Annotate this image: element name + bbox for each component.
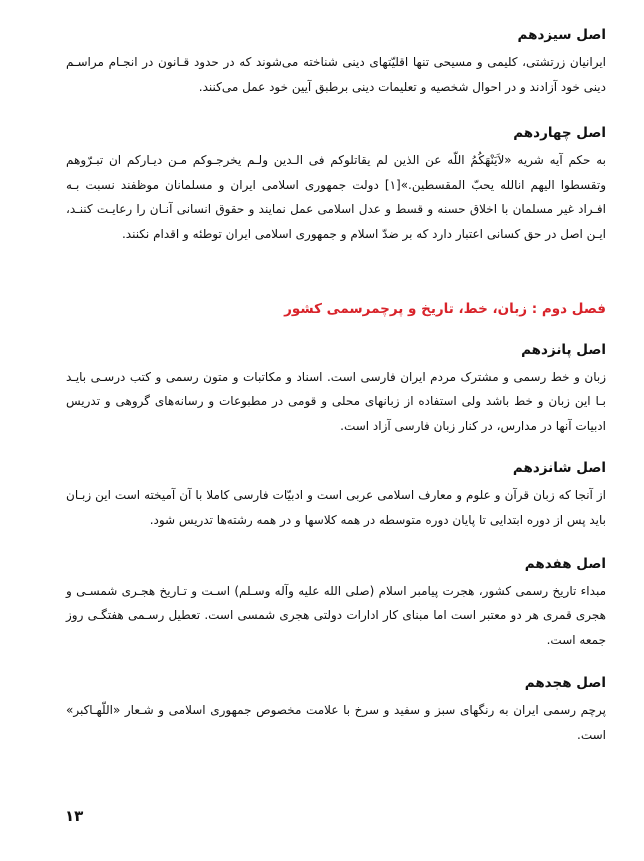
article-title: اصل پانزدهم	[521, 341, 606, 358]
article-title: اصل هفدهم	[524, 555, 606, 572]
article-title: اصل سیزدهم	[517, 27, 606, 43]
article-16	[66, 457, 606, 532]
article-18	[66, 672, 606, 747]
page-number: ۱۳	[65, 807, 84, 825]
article-13	[66, 24, 606, 99]
article-title: اصل چهاردهم	[513, 125, 606, 142]
article-body: از آنجا که زبان قرآن و علوم و معارف اسلامی عربی است و ادبیّات فارسی کاملا با آن آمیخته است این زبـان باید پس از دوره ابتدایی تا پایان دوره متوسطه در همه کلاسها و در همه رشته‌ها تدریس شود.	[66, 488, 606, 527]
article-17	[66, 553, 606, 653]
article-title: اصل شانزدهم	[512, 460, 606, 477]
article-body: زبان و خط رسمی و مشترک مردم ایران فارسی است. اسناد و مکاتبات و متون رسمی و کتب درسـی بایـد بـا این زبان و خط باشد ولی استفاده از زبانهای محلی و قومی در مطبوعات و رسانه‌های گروهی و تدریس ادبیات آنها در مدارس، در کنار زبان فارسی آزاد است.	[66, 369, 606, 433]
article-body: به حکم آیه شریه «لاَیَنْهَکُمُ اللّه عن الذین لم یقاتلوکم فی الـدین ولـم یخرجـوکم مـن دیـارکم ان تبـرّوهم وتقسطوا الیهم انالله یحبّ المقسطین.»[۱] دولت جمهوری اسلامی ایران و مسلمانان موظفند نسبت بـه افـراد غیر مسلمان با اخلاق حسنه و قسط و عدل اسلامی عمل نمایند و حقوق انسانی آنـان را رعایـت کننـد، ایـن اصل در حق کسانی اعتبار دارد که بر ضدّ اسلام و جمهوری اسلامی ایران توطئه و اقدام نکنند.	[66, 153, 607, 241]
document-page	[66, 24, 606, 748]
article-14	[66, 122, 606, 246]
article-title: اصل هجدهم	[524, 675, 606, 692]
chapter-heading: فصل دوم : زبان، خط، تاریخ و پرچمرسمی کشور	[284, 300, 606, 317]
article-body: ایرانیان زرتشتی، کلیمی و مسیحی تنها اقلیّتهای دینی شناخته می‌شوند که در حدود قـانون در انجـام مراسـم دینی خود آزادند و در احوال شخصیه و تعلیمات دینی برطبق آیین خود عمل می‌کنند.	[66, 55, 606, 94]
article-body: مبداء تاریخ رسمی کشور، هجرت پیامبر اسلام (صلی الله علیه وآله وسـلم) اسـت و تـاریخ هجـری شمسـی و هجری قمری هر دو معتبر است اما مبنای کار ادارات دولتی هجری شمسی است. تعطیل رسـمی هفتگـی روز جمعه است.	[66, 583, 606, 647]
article-body: پرچم رسمی ایران به رنگهای سبز و سفید و سرخ با علامت مخصوص جمهوری اسلامی و شـعار «اللّهـاکبر» است.	[66, 703, 606, 742]
article-15	[66, 339, 606, 439]
